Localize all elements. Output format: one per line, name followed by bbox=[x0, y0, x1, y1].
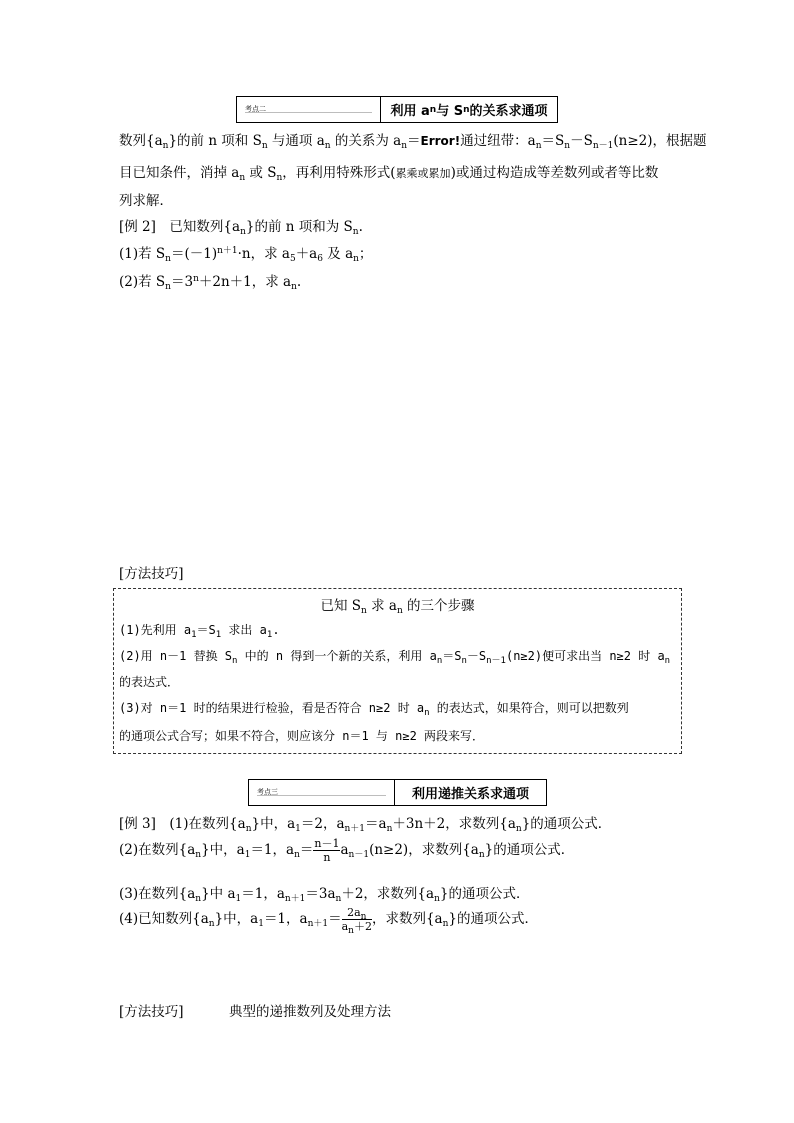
method1-title: 已知 $S_n$ 求 $a_n$ 的三个步骤 bbox=[320, 598, 475, 616]
method1-step3: (3)对 n＝1 时的结果进行检验，看是否符合 n≥2 时 $a_n$ 的表达式，如果符合，则可以把数列 bbox=[119, 701, 629, 718]
method1-label: [方法技巧] bbox=[119, 566, 184, 582]
section2-tag: 考点二 bbox=[245, 105, 266, 113]
example3-p1: [例 3] (1)在数列$\{a_n\}$中，$a_1=2$，$a_{n+1}=a_n+3n+2$，求数列$\{a_n\}$的通项公式． bbox=[119, 816, 612, 834]
example3-p2: (2)在数列$\{a_n\}$中，$a_1=1$，$a_n=$ $\frac{n-1}{n}$ $a_{n-1}(n\ge 2)$，求数列$\{a_n\}$的通项公式． bbox=[119, 837, 575, 864]
intro-line-3: 列求解． bbox=[119, 193, 173, 209]
example2-head: [例 2] 已知数列$\{a_n\}$的前 n 项和为 $S_n$. bbox=[119, 219, 363, 237]
method1-step3-cont: 的通项公式合写；如果不符合，则应该分 n＝1 与 n≥2 两段来写． bbox=[119, 729, 485, 743]
section3-header bbox=[248, 779, 547, 806]
section2-title: 利用 a n 与 S n 的关系求通项 bbox=[390, 104, 548, 119]
example3-p4: (4)已知数列$\{a_n\}$中，$a_1=1$，$a_{n+1}=$ $\frac{2a_n}{a_n+2}$ ，求数列$\{a_n\}$的通项公式． bbox=[119, 906, 538, 936]
error-placeholder: Error! bbox=[420, 134, 461, 148]
method1-step1: (1)先利用 $a_1=S_1$ 求出 $a_1$. bbox=[119, 623, 280, 640]
example3-p3: (3)在数列$\{a_n\}$中 $a_1=1$，$a_{n+1}=3a_n+2$，求数列$\{a_n\}$的通项公式． bbox=[119, 886, 530, 904]
method2-label: [方法技巧] bbox=[119, 1004, 184, 1020]
method2-title: 典型的递推数列及处理方法 bbox=[229, 1004, 391, 1020]
section2-header bbox=[236, 96, 558, 123]
intro-line-1: 数列$\{a_n\}$的前 n 项和 $S_n$ 与通项 $a_n$ 的关系为 $a_n=Error$!通过纽带：$a_n=S_n-S_{n-1}(n\ge 2)$，根据题 bbox=[119, 133, 707, 151]
section3-tag: 考点三 bbox=[257, 788, 278, 796]
method1-step2-cont: 的表达式． bbox=[119, 675, 180, 689]
example2-q1: (1)若 $S_n=(-1)^{n+1}\cdot n$，求 $a_5+a_6$ 及 $a_n$； bbox=[119, 246, 373, 264]
method1-step2: (2)用 n－1 替换 $S_n$ 中的 n 得到一个新的关系，利用 $a_n=S_n-S_{n-1}(n\ge 2)$便可求出当 n≥2 时 $a_n$ bbox=[119, 649, 671, 666]
fraction-n-minus-1-over-n: $\frac{n-1}{n}$ bbox=[314, 837, 340, 864]
fraction-2an-over-an-plus-2: $\frac{2a_n}{a_n+2}$ bbox=[341, 906, 372, 936]
section3-title: 利用递推关系求通项 bbox=[411, 787, 529, 802]
example2-q2: (2)若 $S_n=3^n+2n+1$，求 $a_n$. bbox=[119, 274, 302, 292]
intro-line-2: 目已知条件，消掉 $a_n$ 或 $S_n$，再利用特殊形式(累乘或累加)或通过构造成等差数列或者等比数 bbox=[119, 165, 659, 183]
method1-box bbox=[113, 588, 682, 754]
